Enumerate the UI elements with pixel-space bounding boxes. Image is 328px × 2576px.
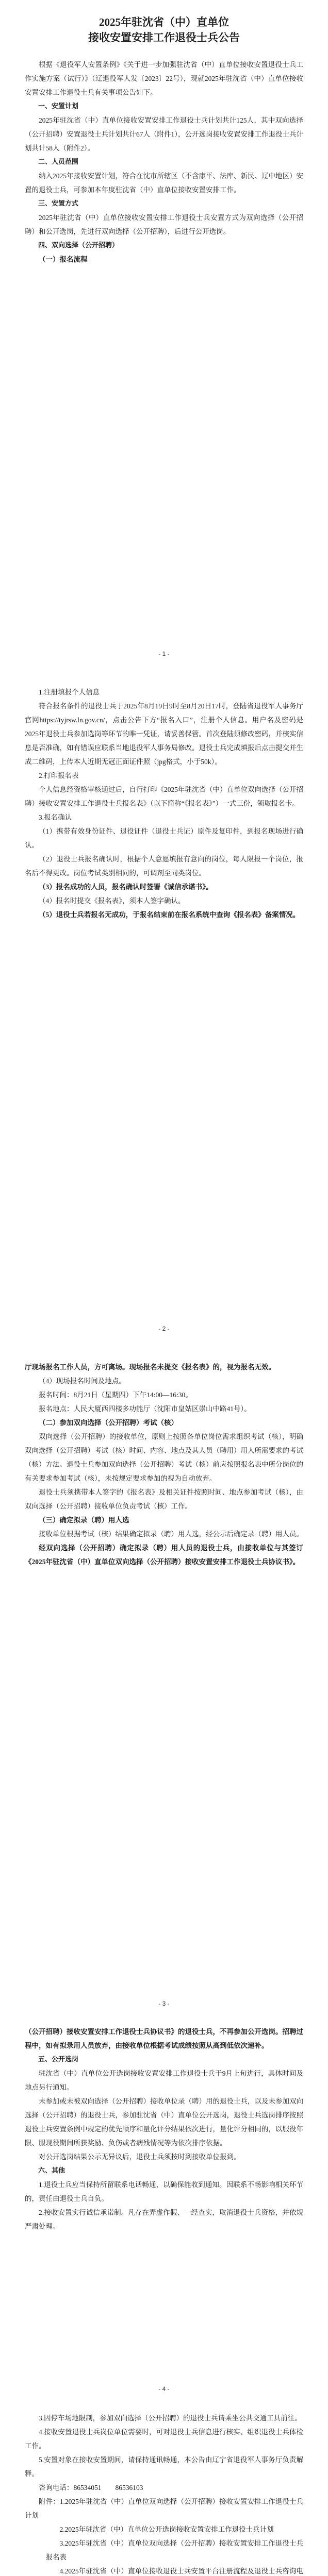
page-number-4: - 4 - [158,2385,170,2393]
register-step-3-item-4: （4）报名时提交《报名表》，须本人签字确认。 [39,897,185,905]
section-3-heading: 三、安置方式 [38,200,79,208]
page-5 [0,2411,328,2576]
contact-phone: 86534051 86536103 [73,2484,143,2492]
contact-line [25,2481,303,2495]
subsection-2-text-2: 退役士兵须携带本人签字的《报名表》及相关证件按照时间、地点参加考试（核），由双向选择（公开招聘）接收单位负责考试（核）工作。 [25,1488,303,1510]
page-number-1: - 1 - [158,650,170,657]
section-1-text: 2025年驻沈省（中）直单位接收安置安排工作退役士兵计划共计125人，其中双向选择（公开招聘）安置退役士兵计划共计67人（附件1），公开选岗接收安置安排工作退役士兵计划共计58人（附件2）。 [25,116,303,152]
register-step-3-item-5: （5）退役士兵若报名无成功，于报名结束前在报名系统中查询《报名表》备案情况。 [39,911,300,919]
page-4-continuation: （公开招聘）接收安置安排工作退役士兵协议书》的退役士兵，不再参加公开选岗。招聘过程中，如有拟录用人员放弃，由接收单位根据考试成绩按照从高到低依次递补。 [25,2028,303,2049]
annex-item-1: 1.2025年驻沈省（中）直单位双向选择（公开招聘）接收安置安排工作退役士兵计划 [25,2498,304,2519]
register-step-3-heading: 3.报名确认 [39,814,72,821]
register-step-1-text: 符合报名条件的退役士兵于2025年8月19日9时至8月20日17时，登陆省退役军人事务厅官网https://tyjrsw.ln.gov.cn/，点击公告下方“报名入口”，注册个人信息。用户名及密码是2025年退役士兵参加选岗等环节的唯一凭证，请妥善保管。首次登陆须修改密码，并核实信息是否准确，如有错误应联系当地退役军人事务局修改。退役士兵完成填报后点击提交并生成二维码，上传本人近期无冠正面证件照（jpg格式，小于50k）。 [25,702,303,766]
page-number-2: - 2 - [158,1325,170,1332]
page-2 [0,675,328,1345]
section-6-item-5: 5.安置对象在接收安置期间，请保持通讯畅通，本公告由辽宁省退役军人事务厅负责解释。 [25,2456,303,2478]
section-5-heading: 五、公开选岗 [38,2056,79,2063]
annex-item-3: 3.2025年驻沈省（中）直单位双向选择（公开招聘）接收安置安排工作退役士兵报名表 [45,2539,303,2561]
register-step-1-heading: 1.注册填报个人信息 [39,688,100,696]
register-step-2-text: 个人信息经资格审核通过后，自行打印《2025年驻沈省（中）直单位双向选择（公开招聘）接收安置安排工作退役士兵报名表》（以下简称“《报名表》”）一式三份，领取报名卡。 [25,786,303,807]
section-6-item-1: 1.退役士兵应当保持所留联系电话畅通，以确保能收到通知。因联系不畅影响相关环节的，责任由退役士兵自负。 [25,2181,303,2202]
subsection-3-text-2: 经双向选择（公开招聘）确定拟录（聘）用人员的退役士兵，由接收单位与其签订《2025年驻沈省（中）直单位双向选择（公开招聘）接收安置安排工作退役士兵协议书》。 [25,1544,303,1566]
page-3-continuation: 厅现场报名工作人员，方可离场。现场报名未提交《报名表》的，视为报名无效。 [25,1363,275,1371]
section-5-text-3: 对公开选岗结果公示无异议后，退役士兵须按时到接收单位报到。 [39,2153,241,2161]
subsection-2-text: 双向选择（公开招聘）的接收单位，原则上按照各单位岗位需求组织考试（核），明确双向选择（公开招聘）考试（核）时间、内容、地点及其人员（聘用）用人所需要求的考试（核）方法。退役士兵参加双向选择（公开招聘）考试（核）前应按照报名表中所分岗位的有关要求参加考试（核），未按规定要求参加的视为自动放弃。 [25,1433,303,1482]
subsection-1-heading: （一）报名流程 [39,256,88,263]
subsection-3-text: 接收单位根据考试（核）结果确定拟录（聘）用人选，经公示后确定录（聘）用人员。 [39,1530,303,1538]
title-line-1: 2025年驻沈省（中）直单位 [99,16,229,28]
register-step-3-item-1: （1）携带有效身份证件、退役证件（退役士兵证）原件及复印件，到报名现场进行确认。 [25,827,303,849]
section-6-item-2: 2.接收安置实行诚信承诺制。凡存在弄虚作假、一经查实，取消退役士兵资格，并依规严肃处理。 [25,2209,303,2230]
title-line-2: 接收安置安排工作退役士兵公告 [88,31,240,44]
page-4 [0,2025,328,2406]
section-6-item-3: 3.因停车场地限制，参加双向选择（公开招聘）的退役士兵请乘坐公共交通工具前往。 [39,2414,302,2422]
register-step-2-heading: 2.打印报名表 [39,772,79,779]
annex-list [25,2495,303,2576]
section-6-item-4: 4.接收安置退役士兵岗位单位需要时，可对退役士兵信息进行核实、组织退役士兵体检工作。 [25,2428,303,2450]
section-6-heading: 六、其他 [38,2167,65,2175]
intro-paragraph: 根据《退役军人安置条例》《关于进一步加强驻沈省（中）直单位接收安置退役士兵工作实施方案（试行）》（辽退役军人发〔2023〕22号），现就2025年驻沈省（中）直单位接收安置安排工作退役士兵有关事项公告如下。 [25,61,303,96]
page-2-content [25,685,303,922]
section-5-text-2: 未参加或未被双向选择（公开招聘）接收单位录（聘）用的退役士兵，以及未参加双向选择（公开招聘）的退役士兵，参加驻沈省（中）直单位公开选岗，退役士兵选岗排序按照退役士兵安置条例中规定的优先顺序和量化评分结果依次进行，量化评分相同的，以服役年限、服现役期间所获奖励、负伤或者病残情况等为依次排序依据。 [25,2097,303,2147]
page-3-content [25,1360,303,1569]
subsection-3-heading: （三）确定拟录（聘）用人选 [39,1516,129,1524]
annex-item-4: 4.2025年驻沈省（中）直单位接收退役士兵安置平台注册流程及退役士兵咨询电 [59,2567,303,2575]
page-1 [0,0,328,670]
onsite-time-heading: （4）现场报名时间及地点。 [39,1377,126,1385]
section-1-heading: 一、安置计划 [38,103,79,110]
flowchart-area [25,266,303,689]
annex-label: 附件： [39,2498,60,2505]
annex-item-2: 2.2025年驻沈省（中）直单位公开选岗接收安置安排工作退役士兵计划 [59,2526,274,2533]
page-3 [0,1350,328,2020]
section-3-text: 2025年驻沈省（中）直单位接收安置安排工作退役士兵安置方式为双向选择（公开招聘）和公开选岗，先进行双向选择（公开招聘），后进行公开选岗。 [25,214,303,235]
section-2-heading: 二、人员范围 [38,158,79,166]
section-5-text: 驻沈省（中）直单位公开选岗接收安置安排工作退役士兵于9月上旬进行，具体时间及地点另行通知。 [25,2070,303,2091]
page-1-content [25,14,303,689]
onsite-place: 报名地点：人民大厦西四楼多功能厅（沈阳市皇姑区崇山中路41号）。 [39,1405,251,1413]
contact-label: 咨询电话： [39,2484,74,2492]
section-4-heading: 四、双向选择（公开招聘） [38,242,119,249]
page-5-content [25,2411,303,2576]
page-4-content [25,2025,303,2233]
page-number-3: - 3 - [158,2000,170,2007]
subsection-2-heading: （二）参加双向选择（公开招聘）考试（核） [39,1419,178,1427]
section-2-text: 纳入2025年接收安置计划，符合在沈市所辖区（不含康平、法库、新民、辽中地区）安置的退役士兵，可参加本年度驻沈省（中）直单位接收安置安排工作。 [25,172,303,194]
annex-label-line [25,2495,303,2522]
register-step-3-item-3: （3）报名成功的人员，报名确认时签署《诚信承诺书》。 [39,883,213,891]
register-step-3-item-2: （2）退役士兵报名确认时，根据个人意愿填报有意向的岗位，每人限报一个岗位，报名后不得更改。岗位考试类别相同的，可调剂至同类岗位。 [25,855,303,877]
onsite-time: 报名时间：8月21日（星期四）下午14:00—16:30。 [39,1391,192,1399]
